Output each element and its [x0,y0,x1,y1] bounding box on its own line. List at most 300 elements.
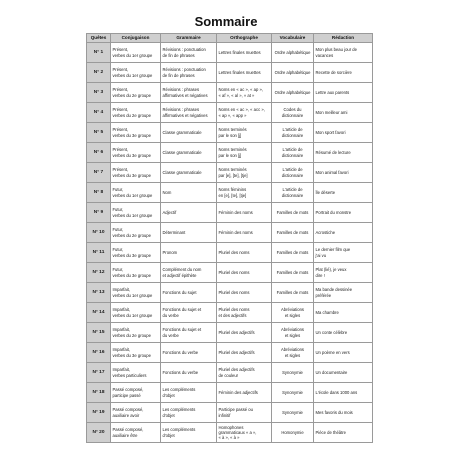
cell-text-line: Lettres finales muettes [218,69,261,75]
cell-quete-number: N° 14 [87,303,111,323]
cell-conjugaison [111,363,161,383]
cell-grammaire [161,103,217,123]
cell-quete-number: N° 12 [87,263,111,283]
cell-grammaire [161,43,217,63]
cell-text-line: Familles de mots [276,249,309,255]
cell-text-line: Révisions : ponctuation [162,47,206,53]
cell-orthographe [217,203,272,223]
cell-text-line: Noms terminés [218,127,247,133]
cell-conjugaison [111,303,161,323]
table-row [87,143,373,163]
cell-text-line: Synonymie [282,409,303,415]
cell-text-line: Synonymie [282,369,303,375]
cell-orthographe [217,103,272,123]
cell-conjugaison [111,203,161,223]
cell-text-line: Fonctions du sujet et [162,307,202,313]
cell-text-line: verbes du 3e groupe [112,132,151,138]
cell-text-line: verbes du 2e groupe [112,112,151,118]
cell-text-line: Acrostiche [315,229,336,235]
cell-vocabulaire [272,403,314,423]
cell-text-line: et sigles [284,352,301,358]
cell-quete-number: N° 1 [87,43,111,63]
cell-text-line: Abréviations [280,327,305,333]
cell-quete-number: N° 2 [87,63,111,83]
cell-text-line: Résumé de lecture [315,149,351,155]
cell-quete-number: N° 5 [87,123,111,143]
header-vocabulaire: Vocabulaire [272,34,314,43]
cell-quete-number: N° 17 [87,363,111,383]
cell-orthographe [217,343,272,363]
cell-text-line: Passé composé, [112,407,144,413]
cell-vocabulaire [272,83,314,103]
cell-orthographe [217,163,272,183]
cell-text-line: verbes du 1er groupe [112,52,153,58]
cell-text-line: Adjectif [162,209,177,215]
cell-text-line: Pluriel des noms [218,289,250,295]
cell-text-line: Imparfait, [112,287,130,293]
cell-text-line: et des adjectifs [218,312,247,318]
cell-text-line: Ordre alphabétique [274,89,311,95]
cell-text-line: Les compléments [162,427,196,433]
cell-text-line: Fonctions du sujet [162,289,197,295]
table-row [87,223,373,243]
table-row [87,343,373,363]
cell-text-line: infinitif [218,412,231,418]
cell-text-line: par le son [j] [218,152,242,158]
cell-grammaire [161,123,217,143]
cell-redaction [314,343,373,363]
cell-text-line: Révisions : phrases [162,87,200,93]
cell-text-line: Classe grammaticale [162,149,202,155]
cell-text-line: Pluriel des noms [218,307,250,313]
cell-text-line: Fonctions du sujet et [162,327,202,333]
cell-orthographe [217,303,272,323]
cell-conjugaison [111,283,161,303]
cell-quete-number: N° 10 [87,223,111,243]
cell-text-line: Futur, [112,247,124,253]
table-row [87,63,373,83]
cell-text-line: grammaticaux « a », [218,429,257,435]
cell-text-line: Révisions : ponctuation [162,67,206,73]
cell-text-line: Futur, [112,207,124,213]
cell-text-line: verbes du 1er groupe [112,72,153,78]
cell-text-line: dire ! [315,272,325,278]
cell-conjugaison [111,163,161,183]
cell-text-line: Passé composé, [112,387,144,393]
cell-quete-number: N° 15 [87,323,111,343]
table-row [87,183,373,203]
cell-grammaire [161,203,217,223]
table-row [87,383,373,403]
cell-conjugaison [111,223,161,243]
table-row [87,403,373,423]
cell-redaction [314,423,373,443]
cell-text-line: Participe passé ou [218,407,253,413]
cell-text-line: dictionnaire [281,192,304,198]
cell-conjugaison [111,63,161,83]
cell-conjugaison [111,323,161,343]
cell-text-line: Pluriel des adjectifs [218,329,255,335]
cell-conjugaison [111,243,161,263]
cell-text-line: Pronom [162,249,178,255]
cell-quete-number: N° 19 [87,403,111,423]
cell-text-line: Île déserte [315,189,336,195]
cell-text-line: et sigles [284,332,301,338]
cell-quete-number: N° 7 [87,163,111,183]
cell-text-line: du verbe [162,312,179,318]
cell-vocabulaire [272,43,314,63]
cell-vocabulaire [272,363,314,383]
cell-quete-number: N° 11 [87,243,111,263]
cell-grammaire [161,223,217,243]
cell-text-line: Présent, [112,47,129,53]
cell-orthographe [217,143,272,163]
cell-text-line: Pluriel des adjectifs [218,367,255,373]
cell-text-line: « ap », « app » [218,112,247,118]
cell-text-line: Codes du [283,107,302,113]
cell-text-line: Pluriel des noms [218,269,250,275]
cell-text-line: Familles de mots [276,269,309,275]
cell-redaction [314,363,373,383]
cell-text-line: Les compléments [162,387,196,393]
cell-grammaire [161,303,217,323]
cell-redaction [314,143,373,163]
cell-text-line: Féminin des noms [218,209,253,215]
header-quetes: Quêtes [87,34,111,43]
cell-text-line: Imparfait, [112,367,130,373]
cell-text-line: Ordre alphabétique [274,49,311,55]
cell-redaction [314,403,373,423]
cell-text-line: par [e], [te], [tje] [218,172,248,178]
cell-text-line: verbes du 3e groupe [112,272,151,278]
cell-text-line: Plat (lié), je veux [315,267,347,273]
cell-text-line: verbes du 2e groupe [112,92,151,98]
cell-text-line: Ordre alphabétique [274,69,311,75]
cell-redaction [314,303,373,323]
cell-text-line: Nom [162,189,172,195]
cell-text-line: et adjectif épithète [162,272,197,278]
cell-redaction [314,123,373,143]
cell-redaction [314,63,373,83]
cell-text-line: Abréviations [280,347,305,353]
cell-text-line: Présent, [112,147,129,153]
cell-vocabulaire [272,183,314,203]
cell-orthographe [217,123,272,143]
table-row [87,243,373,263]
cell-grammaire [161,263,217,283]
cell-text-line: Familles de mots [276,229,309,235]
cell-text-line: verbes du 3e groupe [112,152,151,158]
cell-text-line: affirmatives et négatives [162,92,208,98]
cell-orthographe [217,323,272,343]
cell-text-line: d'objet [162,392,175,398]
cell-orthographe [217,183,272,203]
cell-quete-number: N° 18 [87,383,111,403]
cell-text-line: dictionnaire [281,152,304,158]
table-row [87,283,373,303]
cell-orthographe [217,43,272,63]
header-redaction: Rédaction [314,34,373,43]
cell-text-line: verbes du 3e groupe [112,252,151,258]
cell-grammaire [161,183,217,203]
cell-redaction [314,243,373,263]
cell-text-line: Complément du nom [162,267,202,273]
cell-text-line: L'article de [282,187,303,193]
cell-grammaire [161,363,217,383]
cell-text-line: Ma chambre [315,309,339,315]
cell-text-line: Présent, [112,167,129,173]
cell-grammaire [161,323,217,343]
cell-vocabulaire [272,63,314,83]
cell-text-line: Noms terminés [218,167,247,173]
cell-vocabulaire [272,103,314,123]
cell-redaction [314,323,373,343]
cell-text-line: Le dernier film que [315,247,351,253]
cell-orthographe [217,243,272,263]
table-row [87,263,373,283]
cell-conjugaison [111,143,161,163]
cell-redaction [314,103,373,123]
cell-text-line: Un poème en vers [315,349,350,355]
cell-text-line: Féminin des adjectifs [218,389,258,395]
cell-text-line: en [e], [te], [tje] [218,192,247,198]
cell-redaction [314,183,373,203]
cell-grammaire [161,83,217,103]
cell-orthographe [217,83,272,103]
cell-text-line: Futur, [112,227,124,233]
cell-text-line: Mon sport favori [315,129,346,135]
cell-text-line: par le son [j] [218,132,242,138]
cell-grammaire [161,143,217,163]
cell-text-line: verbes du 2e groupe [112,332,151,338]
cell-text-line: Lettres finales muettes [218,49,261,55]
cell-text-line: L'école dans 1000 ans [315,389,358,395]
cell-orthographe [217,423,272,443]
cell-text-line: Imparfait, [112,307,130,313]
cell-conjugaison [111,83,161,103]
cell-text-line: Noms en « ac », « acc », [218,107,265,113]
cell-vocabulaire [272,423,314,443]
cell-text-line: du verbe [162,332,179,338]
table-header [87,34,373,43]
cell-text-line: Présent, [112,67,129,73]
cell-text-line: Un conte célèbre [315,329,348,335]
cell-orthographe [217,263,272,283]
cell-vocabulaire [272,223,314,243]
cell-text-line: vacances [315,52,334,58]
cell-vocabulaire [272,203,314,223]
cell-text-line: Imparfait, [112,347,130,353]
cell-text-line: Les compléments [162,407,196,413]
cell-text-line: Mes favoris du mois [315,409,353,415]
cell-text-line: Homophones [218,424,244,430]
header-conjugaison: Conjugaison [111,34,161,43]
table-row [87,303,373,323]
cell-redaction [314,163,373,183]
cell-text-line: de couleur [218,372,239,378]
cell-text-line: de fin de phrases [162,72,195,78]
cell-orthographe [217,223,272,243]
table-row [87,363,373,383]
cell-redaction [314,223,373,243]
cell-conjugaison [111,343,161,363]
table-row [87,103,373,123]
cell-grammaire [161,383,217,403]
cell-text-line: préférée [315,292,332,298]
cell-text-line: Noms en « ac », « ap », [218,87,263,93]
cell-text-line: Imparfait, [112,327,130,333]
cell-conjugaison [111,403,161,423]
cell-conjugaison [111,263,161,283]
cell-text-line: verbes du 2e groupe [112,232,151,238]
cell-text-line: Révisions : phrases [162,107,200,113]
cell-quete-number: N° 8 [87,183,111,203]
table-row [87,123,373,143]
cell-quete-number: N° 4 [87,103,111,123]
cell-text-line: Passé composé, [112,427,144,433]
summary-table [86,33,373,443]
cell-text-line: verbes du 1er groupe [112,312,153,318]
cell-grammaire [161,243,217,263]
cell-text-line: dictionnaire [281,112,304,118]
cell-quete-number: N° 13 [87,283,111,303]
table-body [87,43,373,443]
cell-conjugaison [111,183,161,203]
table-row [87,83,373,103]
header-grammaire: Grammaire [161,34,217,43]
cell-text-line: de fin de phrases [162,52,195,58]
cell-text-line: Fonctions du verbe [162,369,199,375]
cell-redaction [314,43,373,63]
cell-vocabulaire [272,343,314,363]
cell-vocabulaire [272,303,314,323]
cell-vocabulaire [272,143,314,163]
cell-text-line: Noms féminins [218,187,247,193]
cell-text-line: Portrait du monstre [315,209,352,215]
cell-text-line: « à », « à » [218,435,240,441]
cell-text-line: et sigles [284,312,301,318]
cell-orthographe [217,363,272,383]
cell-grammaire [161,63,217,83]
cell-orthographe [217,63,272,83]
cell-text-line: Lettre aux parents [315,89,350,95]
cell-grammaire [161,343,217,363]
cell-text-line: verbes du 1er groupe [112,212,153,218]
cell-text-line: dictionnaire [281,132,304,138]
cell-text-line: Déterminant [162,229,186,235]
cell-vocabulaire [272,243,314,263]
cell-grammaire [161,423,217,443]
cell-grammaire [161,283,217,303]
cell-text-line: Futur, [112,187,124,193]
cell-text-line: d'objet [162,412,175,418]
cell-text-line: « af », « al », « at » [218,92,255,98]
cell-vocabulaire [272,323,314,343]
cell-text-line: verbes particuliers [112,372,147,378]
cell-quete-number: N° 9 [87,203,111,223]
table-row [87,203,373,223]
cell-conjugaison [111,103,161,123]
cell-conjugaison [111,423,161,443]
cell-text-line: Synonymie [282,389,303,395]
cell-text-line: affirmatives et négatives [162,112,208,118]
cell-vocabulaire [272,163,314,183]
cell-text-line: Mon animal favori [315,169,349,175]
cell-orthographe [217,383,272,403]
cell-text-line: Recette de sorcière [315,69,352,75]
table-row [87,163,373,183]
cell-redaction [314,283,373,303]
cell-redaction [314,83,373,103]
cell-text-line: L'article de [282,167,303,173]
cell-vocabulaire [272,263,314,283]
cell-redaction [314,383,373,403]
cell-text-line: Mon meilleur ami [315,109,348,115]
cell-text-line: Futur, [112,267,124,273]
table-row [87,323,373,343]
cell-text-line: Classe grammaticale [162,169,202,175]
cell-text-line: Présent, [112,107,129,113]
cell-quete-number: N° 16 [87,343,111,363]
cell-grammaire [161,163,217,183]
table-row [87,43,373,63]
cell-text-line: Féminin des noms [218,229,253,235]
cell-text-line: L'article de [282,127,303,133]
cell-text-line: Fonctions du verbe [162,349,199,355]
cell-text-line: auxiliaire être [112,432,138,438]
header-orthographe: Orthographe [217,34,272,43]
cell-conjugaison [111,383,161,403]
cell-text-line: Familles de mots [276,289,309,295]
cell-conjugaison [111,123,161,143]
cell-orthographe [217,403,272,423]
cell-text-line: Familles de mots [276,209,309,215]
cell-text-line: Présent, [112,127,129,133]
cell-text-line: Mon plus beau jour de [315,47,357,53]
cell-text-line: verbes du 3e groupe [112,172,151,178]
cell-quete-number: N° 3 [87,83,111,103]
cell-quete-number: N° 20 [87,423,111,443]
page-title: Sommaire [194,14,258,29]
cell-text-line: j'ai vu [315,252,327,258]
cell-text-line: L'article de [282,147,303,153]
cell-text-line: Noms terminés [218,147,247,153]
cell-orthographe [217,283,272,303]
cell-text-line: dictionnaire [281,172,304,178]
cell-text-line: auxiliaire avoir [112,412,140,418]
cell-redaction [314,203,373,223]
cell-text-line: Classe grammaticale [162,129,202,135]
cell-text-line: Un documentaire [315,369,348,375]
cell-text-line: verbes du 3e groupe [112,352,151,358]
cell-grammaire [161,403,217,423]
table-row [87,423,373,443]
cell-text-line: Pluriel des noms [218,249,250,255]
cell-text-line: d'objet [162,432,175,438]
cell-redaction [314,263,373,283]
cell-text-line: Homonymie [281,429,304,435]
cell-text-line: verbes du 1er groupe [112,292,153,298]
header-row [87,34,373,43]
cell-vocabulaire [272,123,314,143]
cell-vocabulaire [272,283,314,303]
cell-text-line: Abréviations [280,307,305,313]
cell-vocabulaire [272,383,314,403]
cell-text-line: Présent, [112,87,129,93]
cell-conjugaison [111,43,161,63]
cell-text-line: Pièce de théâtre [315,429,346,435]
cell-text-line: Ma bande dessinée [315,287,353,293]
